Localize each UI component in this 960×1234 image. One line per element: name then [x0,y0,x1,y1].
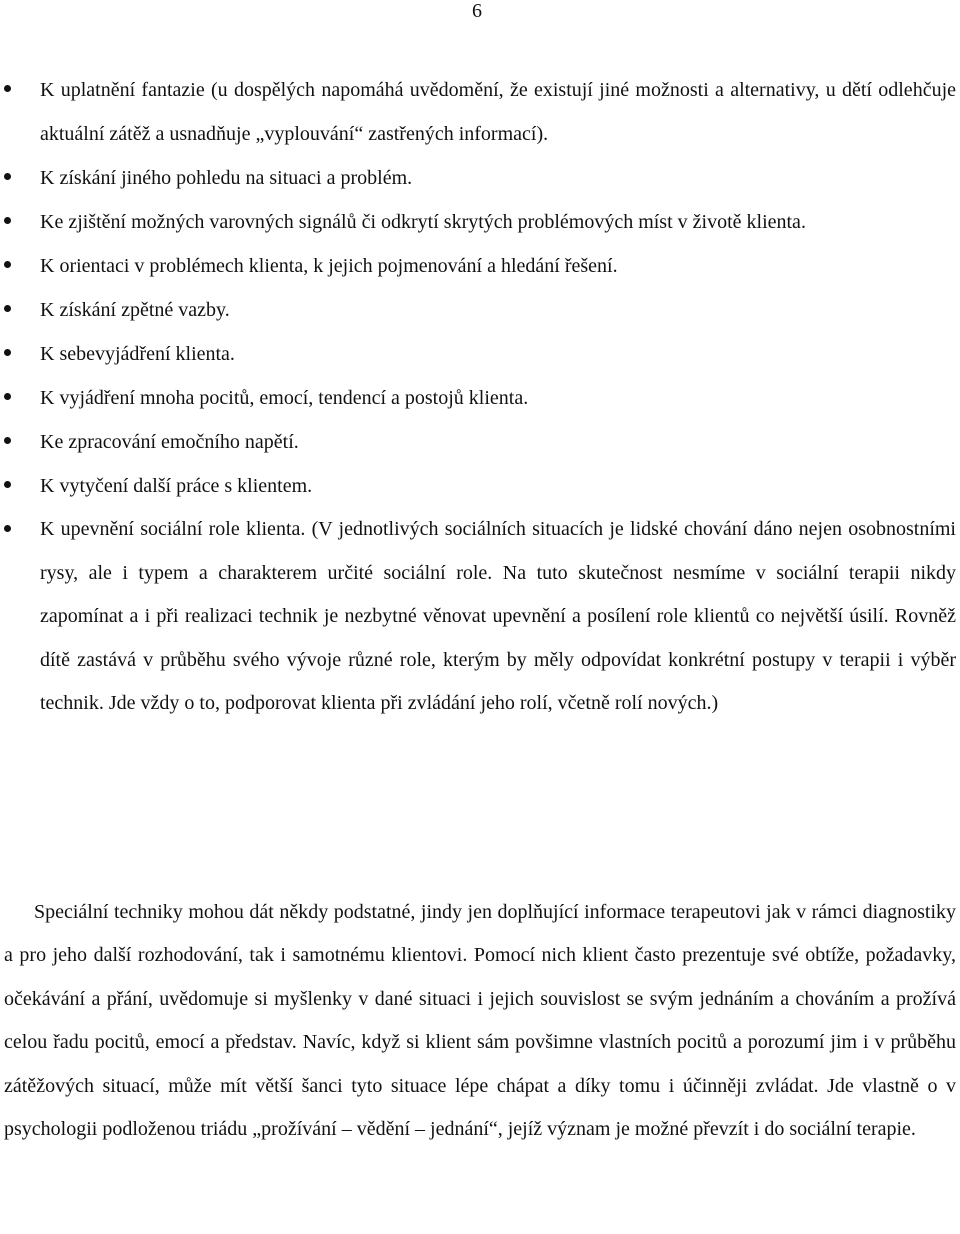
list-item-text: K získání jiného pohledu na situaci a problém. [40,167,413,189]
bullet-icon [2,200,14,244]
list-item [0,508,960,726]
list-item [0,464,960,508]
bullet-icon [2,508,14,552]
list-item [0,288,960,332]
list-item [0,68,960,156]
list-item [0,200,960,244]
bullet-icon [2,376,14,420]
list-item [0,376,960,420]
list-item-text: K vytyčení další práce s klientem. [40,475,313,497]
bullet-icon [2,156,14,200]
bullet-icon [2,68,14,112]
body-paragraph: Speciální techniky mohou dát někdy podstatné, jindy jen doplňující informace terapeutovi jak v rámci diagnostiky a pro jeho další rozhodování, tak i samotnému klientovi. Pomocí nich klient často prezentuje své obtíže, požadavky, očekávání a přání, uvědomuje si myšlenky v dané situaci i jejich souvislost se svým jednáním a chováním a prožívá celou řadu pocitů, emocí a představ. Navíc, když si klient sám povšimne vlastních pocitů a porozumí jim i v průběhu zátěžových situací, může mít větší šanci tyto situace lépe chápat a díky tomu i účinněji zvládat. Jde vlastně o v psychologii podloženou triádu „prožívání – vědění – jednání“, jejíž význam je možné převzít i do sociální terapie. [4,901,956,1141]
bullet-icon [2,244,14,288]
list-item-text: K orientaci v problémech klienta, k jejich pojmenování a hledání řešení. [40,255,618,277]
list-item-text: K upevnění sociální role klienta. (V jednotlivých sociálních situacích je lidské chování dáno nejen osobnostními rysy, ale i typem a charakterem určité sociální role. Na tuto skutečnost nesmíme v sociální terapii nikdy zapomínat a i při realizaci technik je nezbytné věnovat upevnění a posílení role klientů co největší úsilí. Rovněž dítě zastává v průběhu svého vývoje různé role, kterým by měly odpovídat konkrétní postupy v terapii i výběr technik. Jde vždy o to, podporovat klienta při zvládání jeho rolí, včetně rolí nových.) [40,518,956,714]
bullet-list [0,68,960,726]
list-item-text: K vyjádření mnoha pocitů, emocí, tendencí a postojů klienta. [40,387,529,409]
list-item [0,244,960,288]
list-item-text: K uplatnění fantazie (u dospělých napomáhá uvědomění, že existují jiné možnosti a alternativy, u dětí odlehčuje aktuální zátěž a usnadňuje „vyplouvání“ zastřených informací). [40,79,956,145]
bullet-icon [2,332,14,376]
list-item [0,332,960,376]
bullet-icon [2,464,14,508]
list-item-text: Ke zpracování emočního napětí. [40,431,299,453]
list-item [0,156,960,200]
bullet-icon [2,288,14,332]
list-item-text: K získání zpětné vazby. [40,299,230,321]
bullet-icon [2,420,14,464]
list-item [0,420,960,464]
page-number: 6 [472,0,482,22]
list-item-text: K sebevyjádření klienta. [40,343,235,365]
list-item-text: Ke zjištění možných varovných signálů či odkrytí skrytých problémových míst v životě klienta. [40,211,806,233]
